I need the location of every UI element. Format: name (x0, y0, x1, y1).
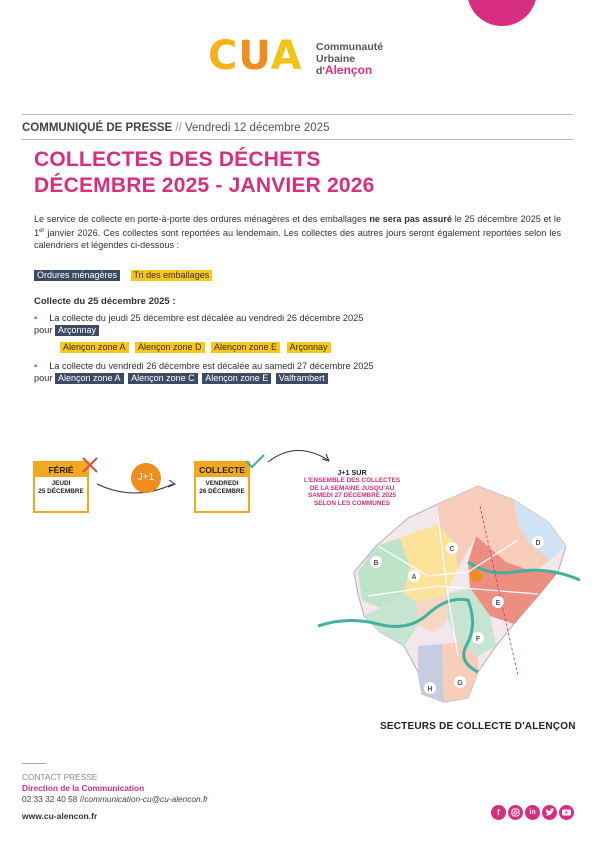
for-label: pour (34, 373, 53, 383)
zone-label-b: B (373, 560, 379, 567)
title-line-2: DÉCEMBRE 2025 - JANVIER 2026 (34, 174, 375, 197)
commune-tag: Alençon zone C (128, 373, 198, 384)
linkedin-icon[interactable]: in (525, 805, 540, 820)
commune-tag: Arçonnay (287, 342, 331, 353)
holiday-card-title: FÉRIÉ (35, 463, 87, 477)
cua-logo (208, 33, 303, 79)
title-line-1: COLLECTES DES DÉCHETS (34, 148, 321, 171)
station-marker (470, 570, 482, 582)
commune-tag: Alençon zone D (135, 342, 205, 353)
zone-label-g: G (457, 680, 463, 687)
website-link[interactable]: www.cu-alencon.fr (22, 811, 98, 821)
collection-day: VENDREDI (205, 480, 239, 487)
j-plus-1-note-text: L'ENSEMBLE DES COLLECTES DE LA SEMAINE JUSQU'AU SAMEDI 27 DÉCEMBRE 2025 SELON LES COMMUNES (303, 476, 401, 508)
contact-direction: Direction de la Communication (22, 783, 145, 793)
page-title (34, 147, 375, 199)
holiday-card-date (35, 477, 87, 496)
intro-text-1: Le service de collecte en porte-à-porte des ordures ménagères et des emballages (34, 214, 370, 224)
collection-card-date (196, 477, 248, 496)
intro-paragraph (34, 213, 561, 252)
zone-label-a: A (411, 574, 417, 581)
bullet-icon: • (34, 313, 38, 323)
zone-label-c: C (449, 546, 455, 553)
logo-city: Alençon (324, 63, 373, 77)
section-title: Collecte du 25 décembre 2025 : (34, 296, 176, 307)
instagram-icon[interactable] (508, 805, 523, 820)
intro-sup: er (39, 228, 45, 235)
holiday-date: 25 DÉCEMBRE (38, 488, 84, 495)
logo-line-3 (316, 65, 383, 78)
check-icon (244, 452, 266, 470)
contact-separator: // (79, 794, 85, 804)
logo-letter-c: C (208, 33, 239, 79)
for-label: pour (34, 325, 53, 335)
twitter-icon[interactable] (542, 805, 557, 820)
legend-packaging: Tri des emballages (131, 270, 213, 281)
commune-tag: Alençon zone A (55, 373, 124, 384)
contact-phone: 02 33 32 40 58 (22, 794, 78, 804)
collection-card (194, 461, 250, 513)
list-item (34, 361, 374, 371)
press-label: COMMUNIQUÉ DE PRESSE (22, 122, 173, 134)
divider (22, 763, 46, 764)
youtube-icon[interactable] (559, 805, 574, 820)
commune-tag: Alençon zone E (202, 373, 271, 384)
legend-household-waste: Ordures ménagères (34, 270, 120, 281)
logo-line-2: Urbaine (316, 52, 356, 65)
press-release-line (22, 122, 329, 134)
item-text: La collecte du jeudi 25 décembre est décalée au vendredi 26 décembre 2025 (49, 313, 364, 323)
j-plus-1-badge: J+1 (131, 463, 161, 493)
contact-label: CONTACT PRESSE (22, 772, 98, 782)
logo-subtitle (316, 42, 383, 78)
item-communes (34, 373, 330, 384)
list-item (34, 313, 363, 323)
j-plus-1-note-title: J+1 SUR (337, 468, 367, 477)
press-date: Vendredi 12 décembre 2025 (184, 122, 330, 134)
zone-label-f: F (475, 636, 481, 643)
logo-line-3-prefix: d' (316, 65, 325, 77)
contact-email[interactable]: communication-cu@cu-alencon.fr (84, 794, 209, 804)
intro-text-3: janvier 2026. Ces collectes sont reportées au lendemain. Les collectes des autres jours seront également reportées selon les calendriers et légendes ci-dessous : (34, 228, 561, 251)
zone-label-d: D (535, 540, 541, 547)
collection-card-title: COLLECTE (196, 463, 248, 477)
item-text: La collecte du vendredi 26 décembre est décalée au samedi 27 décembre 2025 (49, 361, 374, 371)
logo-letter-a: A (270, 33, 303, 79)
commune-tag: Alençon zone A (60, 342, 129, 353)
zone-label-e: E (495, 600, 501, 607)
collection-date: 26 DÉCEMBRE (199, 488, 245, 495)
intro-bold: ne sera pas assuré (369, 214, 452, 224)
decorative-circle (467, 0, 537, 26)
commune-tag: Arçonnay (55, 325, 99, 336)
commune-tag: Valframbert (276, 373, 328, 384)
legend (34, 265, 218, 283)
item-communes-packaging (60, 337, 333, 355)
item-communes (34, 325, 101, 336)
collection-sectors-map (318, 476, 580, 716)
divider (22, 114, 573, 115)
holiday-day: JEUDI (51, 480, 71, 487)
press-separator: // (175, 122, 182, 134)
bullet-icon: • (34, 361, 38, 371)
divider (22, 139, 573, 140)
logo-letter-u: U (238, 33, 271, 79)
arrow-icon (266, 444, 336, 468)
logo-line-1: Communauté (316, 41, 384, 53)
intro-text-2: le 25 décembre 2025 et le 1 (34, 214, 562, 239)
contact-line (22, 794, 208, 804)
zone-label-h: H (427, 686, 433, 693)
map-title: SECTEURS DE COLLECTE D'ALENÇON (380, 721, 576, 732)
commune-tag: Alençon zone E (211, 342, 280, 353)
facebook-icon[interactable]: f (491, 805, 506, 820)
